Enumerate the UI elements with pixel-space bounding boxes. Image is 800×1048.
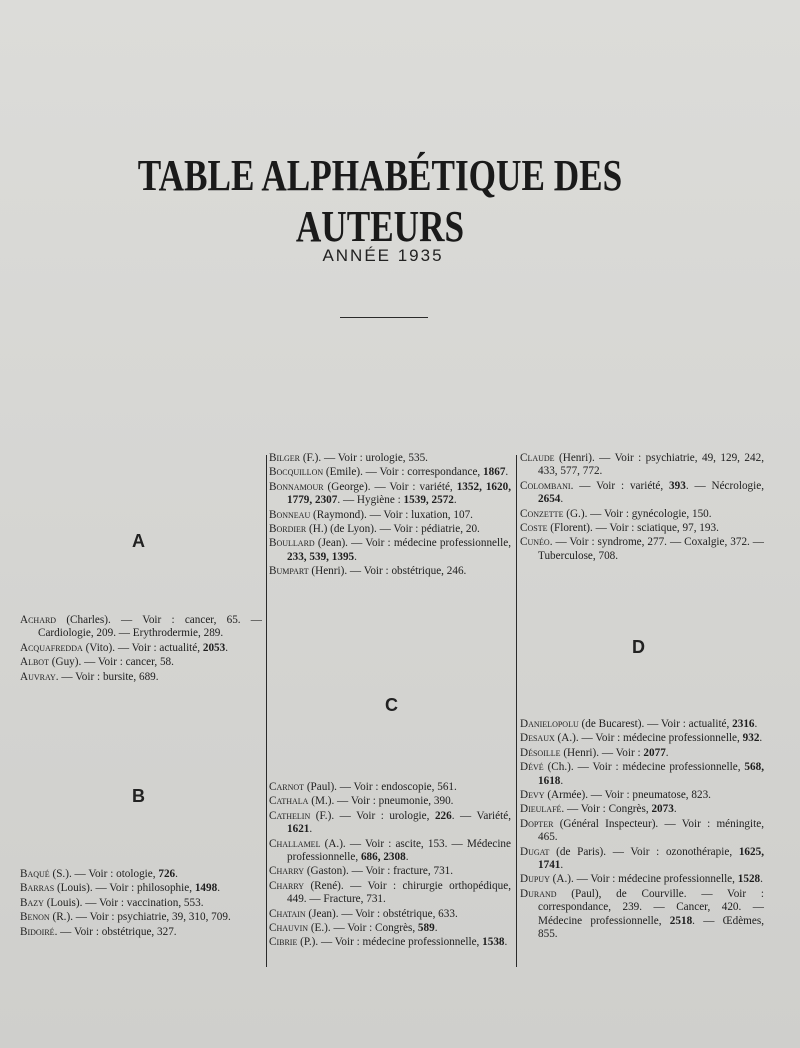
entry-text: . (560, 493, 564, 506)
entry-text: . (309, 823, 313, 836)
page-reference: 1538 (482, 936, 505, 949)
entry-text: (H.) (de Lyon). — Voir : pédiatrie, 20. (306, 523, 480, 536)
index-entry (20, 671, 262, 684)
author-name: Danielopolu (520, 718, 579, 730)
entry-text: (Paul). — Voir : endoscopie, 561. (304, 781, 457, 793)
page-reference: 568, 1618 (538, 761, 764, 787)
index-entry (20, 911, 262, 924)
author-name: Charry (269, 879, 305, 892)
column-divider-left (266, 455, 267, 967)
page-reference: 226 (434, 809, 452, 822)
page-reference: 1539, 2572 (403, 494, 454, 507)
author-name: Cathelin (269, 809, 311, 822)
index-entry (269, 466, 511, 479)
entry-text: . (754, 718, 758, 730)
entry-text: (Vito). — Voir : actualité, (82, 641, 203, 654)
index-column-1-b (20, 868, 262, 940)
entry-text: . (504, 936, 508, 949)
index-entry (520, 452, 764, 479)
index-entry (269, 908, 511, 921)
author-name: Bidoiré (20, 925, 55, 938)
author-name: Claude (520, 452, 555, 464)
entry-text: (A.). — Voir : médecine professionnelle, (549, 873, 738, 886)
author-name: Bonneau (269, 508, 311, 521)
author-name: Coste (520, 522, 548, 535)
index-entry (269, 537, 511, 564)
entry-text: . (673, 803, 677, 816)
page-reference: 1528 (737, 873, 761, 886)
page-reference: 2518 (669, 914, 693, 927)
entry-text: (Louis). — Voir : philosophie, (54, 882, 195, 895)
index-entry (20, 868, 262, 881)
entry-text: . (434, 922, 438, 935)
index-entry (20, 926, 262, 939)
entry-text: (René). — Voir : chirurgie orthopédique, 449. — Fracture, 731. (287, 879, 511, 906)
index-entry (520, 522, 764, 535)
entry-text: (Paul), de Courville. — Voir : correspondance, 239. — Cancer, 420. — Médecine professionnelle, (538, 887, 764, 927)
index-entry (269, 880, 511, 907)
entry-text: . (453, 494, 457, 507)
entry-text: (Jean). — Voir : médecine professionnelle, (314, 537, 511, 550)
index-entry (20, 897, 262, 910)
page-reference: 1867 (483, 466, 506, 479)
page-reference: 726 (158, 868, 176, 880)
index-entry (520, 789, 764, 802)
author-name: Albot (20, 656, 49, 669)
entry-text: . (217, 882, 220, 895)
entry-text: (S.). — Voir : otologie, (49, 868, 159, 880)
entry-text: (P.). — Voir : médecine professionnelle, (297, 936, 483, 949)
entry-text: . — Variété, (451, 809, 512, 822)
index-entry (269, 781, 511, 794)
index-column-3-d (520, 718, 764, 943)
entry-text: (Louis). — Voir : vaccination, 553. (43, 896, 204, 909)
entry-text: . — Voir : syndrome, 277. — Coxalgie, 372. — Tuberculose, 708. (538, 536, 764, 562)
section-letter-b: B (132, 786, 145, 806)
author-name: Chauvin (269, 922, 309, 935)
entry-text: (Henri). — Voir : psychiatrie, 49, 129, 242, 433, 577, 772. (538, 452, 764, 478)
author-name: Durand (520, 887, 557, 900)
entry-text: . — Nécrologie, (685, 479, 764, 492)
author-name: Dieulafé (520, 803, 562, 816)
author-name: Bilger (269, 452, 301, 464)
page-reference: 233, 539, 1395 (287, 550, 355, 563)
author-name: Dopter (520, 817, 554, 830)
entry-text: . — Voir : bursite, 689. (55, 670, 159, 683)
entry-text: (de Paris). — Voir : ozonothérapie, (549, 845, 739, 858)
page-reference: 686, 2308 (360, 851, 406, 864)
page-reference: 2077 (643, 746, 666, 759)
author-name: Desaux (520, 732, 555, 745)
author-name: Conzette (520, 507, 564, 520)
author-name: Bumpart (269, 565, 309, 578)
page-reference: 2316 (732, 718, 755, 730)
page-reference: 1498 (194, 882, 218, 895)
entry-text: (M.). — Voir : pneumonie, 390. (308, 795, 454, 808)
page-title: TABLE ALPHABÉTIQUE DES AUTEURS (137, 151, 623, 251)
entry-text: . (760, 873, 763, 886)
page-reference: 2654 (538, 493, 561, 506)
index-entry (520, 747, 764, 760)
entry-text: . (405, 851, 409, 864)
index-entry (269, 922, 511, 935)
author-name: Bazy (20, 896, 44, 909)
entry-text: (Jean). — Voir : obstétrique, 633. (305, 907, 458, 920)
entry-text: (Armée). — Voir : pneumatose, 823. (544, 789, 711, 802)
author-name: Charry (269, 865, 305, 878)
page-reference: 932 (742, 732, 760, 745)
author-name: Dupuy (520, 873, 550, 886)
author-name: Boullard (269, 537, 315, 550)
index-entry (520, 846, 764, 873)
author-name: Achard (20, 614, 57, 626)
index-column-2-c (269, 781, 511, 951)
author-name: Bocquillon (269, 466, 324, 479)
author-name: Carnot (269, 781, 305, 793)
entry-text: (G.). — Voir : gynécologie, 150. (563, 507, 712, 520)
entry-text: . (759, 732, 763, 745)
page-reference: 2053 (202, 641, 226, 654)
entry-text: (Charles). — Voir : cancer, 65. — Cardiologie, 209. — Erythrodermie, 289. (38, 614, 262, 640)
author-name: Dugat (520, 845, 550, 858)
author-name: Bonnamour (269, 480, 324, 493)
entry-text: (de Bucarest). — Voir : actualité, (578, 718, 733, 730)
index-column-1-a (20, 614, 262, 685)
entry-text: . (175, 868, 178, 880)
entry-text: (A.). — Voir : médecine professionnelle, (554, 732, 743, 745)
entry-text: (Gaston). — Voir : fracture, 731. (304, 865, 454, 878)
index-entry (520, 761, 764, 788)
author-name: Challamel (269, 837, 321, 850)
entry-text: (A.). — Voir : ascite, 153. — Médecine professionnelle, (287, 837, 511, 864)
author-name: Dévé (520, 761, 544, 774)
index-entry (20, 882, 262, 895)
entry-text: . — Voir : obstétrique, 327. (54, 925, 177, 938)
index-entry (269, 509, 511, 522)
section-letter-c: C (385, 695, 398, 715)
page-reference: 589 (417, 922, 435, 935)
index-entry (269, 936, 511, 949)
index-entry (269, 565, 511, 578)
index-entry (520, 536, 764, 563)
entry-text: . (505, 466, 509, 479)
page-reference: 1352, 1620, 1779, 2307 (287, 480, 512, 507)
entry-text: . (225, 641, 229, 654)
index-entry (20, 656, 262, 669)
index-column-2-b (269, 452, 511, 580)
author-name: Bordier (269, 523, 307, 536)
author-name: Auvray (20, 670, 56, 683)
entry-text: (F.). — Voir : urologie, 535. (300, 452, 428, 464)
author-name: Colombani (520, 479, 571, 492)
index-entry (520, 718, 764, 731)
author-name: Cathala (269, 795, 309, 808)
index-entry (520, 818, 764, 845)
entry-text: . (665, 746, 669, 759)
page-subtitle: ANNÉE 1935 (322, 246, 444, 265)
entry-text: (R.). — Voir : psychiatrie, 39, 310, 709. (49, 911, 231, 924)
author-name: Acquafredda (20, 641, 83, 654)
index-entry (520, 508, 764, 521)
entry-text: (Raymond). — Voir : luxation, 107. (310, 508, 473, 521)
author-name: Cunéo (520, 536, 550, 549)
page-reference: 1625, 1741 (538, 845, 764, 872)
index-entry (269, 838, 511, 865)
index-entry (520, 888, 764, 942)
index-entry (269, 795, 511, 808)
index-entry (269, 523, 511, 536)
entry-text: . — Hygiène : (337, 494, 404, 507)
entry-text: . — Œdèmes, 855. (538, 914, 764, 941)
entry-text: (Guy). — Voir : cancer, 58. (48, 656, 174, 669)
author-name: Benon (20, 911, 50, 924)
author-name: Baqué (20, 868, 50, 880)
index-column-3-c (520, 452, 764, 564)
index-entry (520, 873, 764, 886)
entry-text: . — Voir : variété, (570, 479, 670, 492)
index-entry (269, 452, 511, 465)
index-entry (520, 803, 764, 816)
page-reference: 393 (669, 479, 686, 492)
entry-text: (Henri). — Voir : (560, 746, 644, 759)
author-name: Cibrie (269, 936, 298, 949)
entry-text: (Florent). — Voir : sciatique, 97, 193. (547, 522, 719, 535)
entry-text: (Emile). — Voir : correspondance, (323, 466, 484, 479)
page-reference: 1621 (287, 823, 310, 836)
entry-text: (E.). — Voir : Congrès, (308, 922, 418, 935)
entry-text: (Henri). — Voir : obstétrique, 246. (308, 565, 467, 578)
author-name: Désoille (520, 746, 561, 759)
index-entry (20, 614, 262, 641)
entry-text: . (354, 550, 357, 563)
entry-text: (F.). — Voir : urologie, (310, 809, 435, 822)
entry-text: (George). — Voir : variété, (323, 480, 457, 493)
section-letter-d: D (632, 637, 645, 657)
section-letter-a: A (132, 531, 145, 551)
index-entry (520, 480, 764, 507)
entry-text: (Ch.). — Voir : médecine professionnelle, (543, 761, 745, 774)
entry-text: . (560, 774, 564, 787)
author-name: Barras (20, 882, 55, 895)
index-entry (520, 732, 764, 745)
author-name: Devy (520, 789, 545, 802)
index-entry (269, 810, 511, 837)
page-reference: 2073 (651, 803, 674, 816)
entry-text: . (560, 859, 564, 872)
entry-text: (Général Inspecteur). — Voir : méningite, 465. (538, 817, 764, 844)
column-divider-right (516, 455, 517, 967)
author-name: Chatain (269, 907, 306, 920)
index-entry (269, 481, 511, 508)
title-divider (340, 317, 428, 318)
entry-text: . — Voir : Congrès, (561, 803, 652, 816)
index-entry (20, 642, 262, 655)
index-entry (269, 865, 511, 878)
